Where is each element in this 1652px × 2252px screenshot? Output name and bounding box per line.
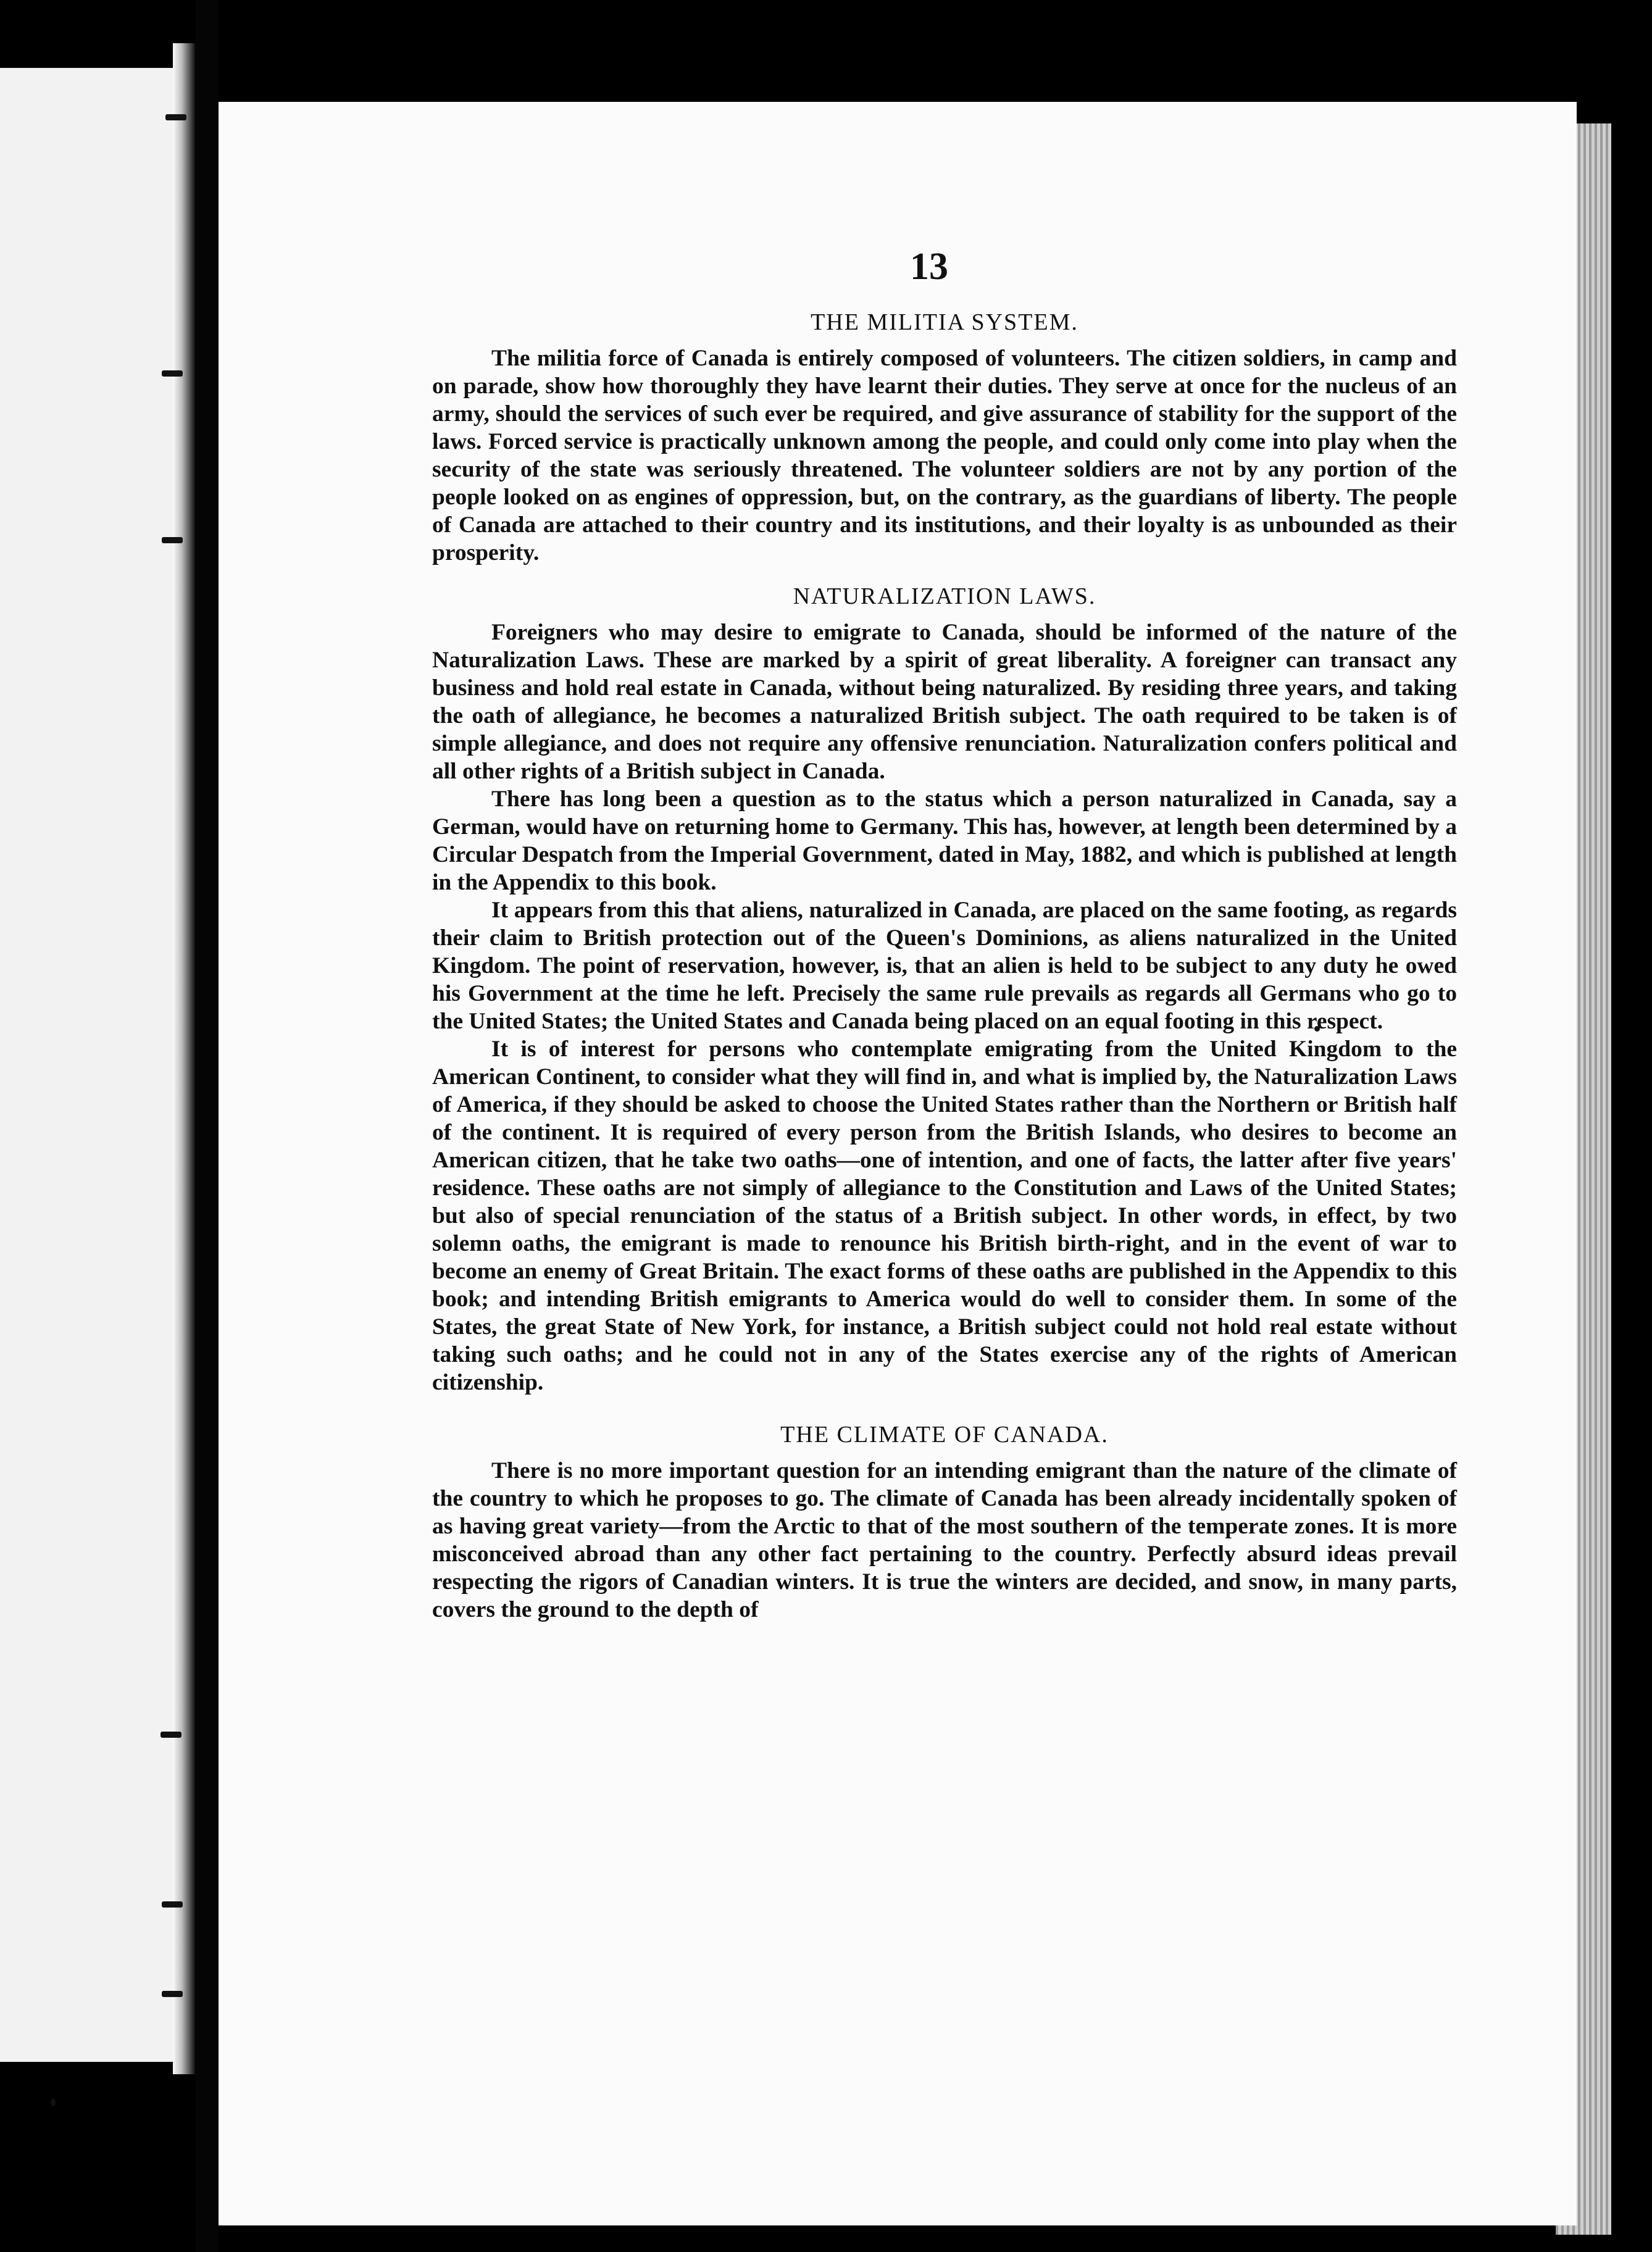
paragraph: It appears from this that aliens, naturalized in Canada, are placed on the same footing, as regards their claim to British protection out of the Queen's Dominions, as aliens naturalized in the United Kingdom. The point of reservation, however, is, that an alien is held to be subject to any duty he owed his Government at the time he left. Precisely the same rule prevails as regards all Germans who go to the United States; the United States and Canada being placed on an equal footing in this respect. (432, 898, 1457, 1034)
paragraph: There has long been a question as to the status which a person naturalized in Canada, say a German, would have on returning home to Germany. This has, however, at length been determined by a Circular Despatch from the Imperial Government, dated in May, 1882, and which is published at length in the Appendix to this book. (432, 786, 1457, 895)
paragraph: There is no more important question for an intending emigrant than the nature of the climate of the country to which he proposes to go. The climate of Canada has been already incidentally spoken of as having great variety—from the Arctic to that of the most southern of the temperate zones. It is more misconceived abroad than any other fact pertaining to the country. Perfectly absurd ideas prevail respecting the rigors of Canadian winters. It is true the winters are decided, and snow, in many parts, covers the ground to the depth of (432, 1458, 1457, 1622)
book-page (219, 102, 1577, 2225)
binding-mark (162, 537, 183, 543)
left-page-edge (173, 43, 195, 2074)
book-gutter (195, 0, 219, 2252)
section-title-militia: THE MILITIA SYSTEM. (811, 309, 1078, 335)
paragraph: Foreigners who may desire to emigrate to Canada, should be informed of the nature of the Naturalization Laws. These are marked by a spirit of great liberality. A foreigner can transact any business and hold real estate in Canada, without being naturalized. By residing three years, and taking the oath of allegiance, he becomes a naturalized British subject. The oath required to be taken is of simple allegiance, and does not require any offensive renunciation. Naturalization confers political and all other rights of a British subject in Canada. (432, 620, 1457, 784)
paragraph: It is of interest for persons who contemplate emigrating from the United Kingdom to the American Continent, to consider what they will find in, and what is implied by, the Naturalization Laws of America, if they should be asked to choose the United States rather than the Northern or British half of the continent. It is required of every person from the British Islands, who desires to become an American citizen, that he take two oaths—one of intention, and one of facts, the latter after five years' residence. These oaths are not simply of allegiance to the Constitution and Laws of the United States; but also of special renunciation of the status of a British subject. In other words, in effect, by two solemn oaths, the emigrant is made to renounce his British birth-right, and in the event of war to become an enemy of Great Britain. The exact forms of these oaths are published in the Appendix to this book; and intending British emigrants to America would do well to consider them. In some of the States, the great State of New York, for instance, a British subject could not hold real estate without taking such oaths; and he could not in any of the States exercise any of the rights of American citizenship. (432, 1036, 1457, 1395)
left-page-remnant (0, 68, 185, 2062)
binding-mark (165, 114, 186, 120)
page-number: 13 (910, 246, 948, 288)
section-title-naturalization: NATURALIZATION LAWS. (793, 583, 1096, 609)
binding-mark (162, 1991, 183, 1997)
page-content (432, 309, 1457, 1624)
binding-mark (162, 370, 183, 377)
binding-mark (162, 1901, 183, 1908)
section-title-climate: THE CLIMATE OF CANADA. (780, 1422, 1109, 1448)
binding-mark (161, 1732, 181, 1738)
paragraph: The militia force of Canada is entirely composed of volunteers. The citizen soldiers, in camp and on parade, show how thoroughly they have learnt their duties. They serve at once for the nucleus of an army, should the services of such ever be required, and give assurance of stability for the support of the laws. Forced service is practically unknown among the people, and could only come into play when the security of the state was seriously threatened. The volunteer soldiers are not by any portion of the people looked on as engines of oppression, but, on the contrary, as the guardians of liberty. The people of Canada are attached to their country and its institutions, and their loyalty is as unbounded as their prosperity. (432, 346, 1457, 565)
scan-speck (51, 2099, 56, 2106)
